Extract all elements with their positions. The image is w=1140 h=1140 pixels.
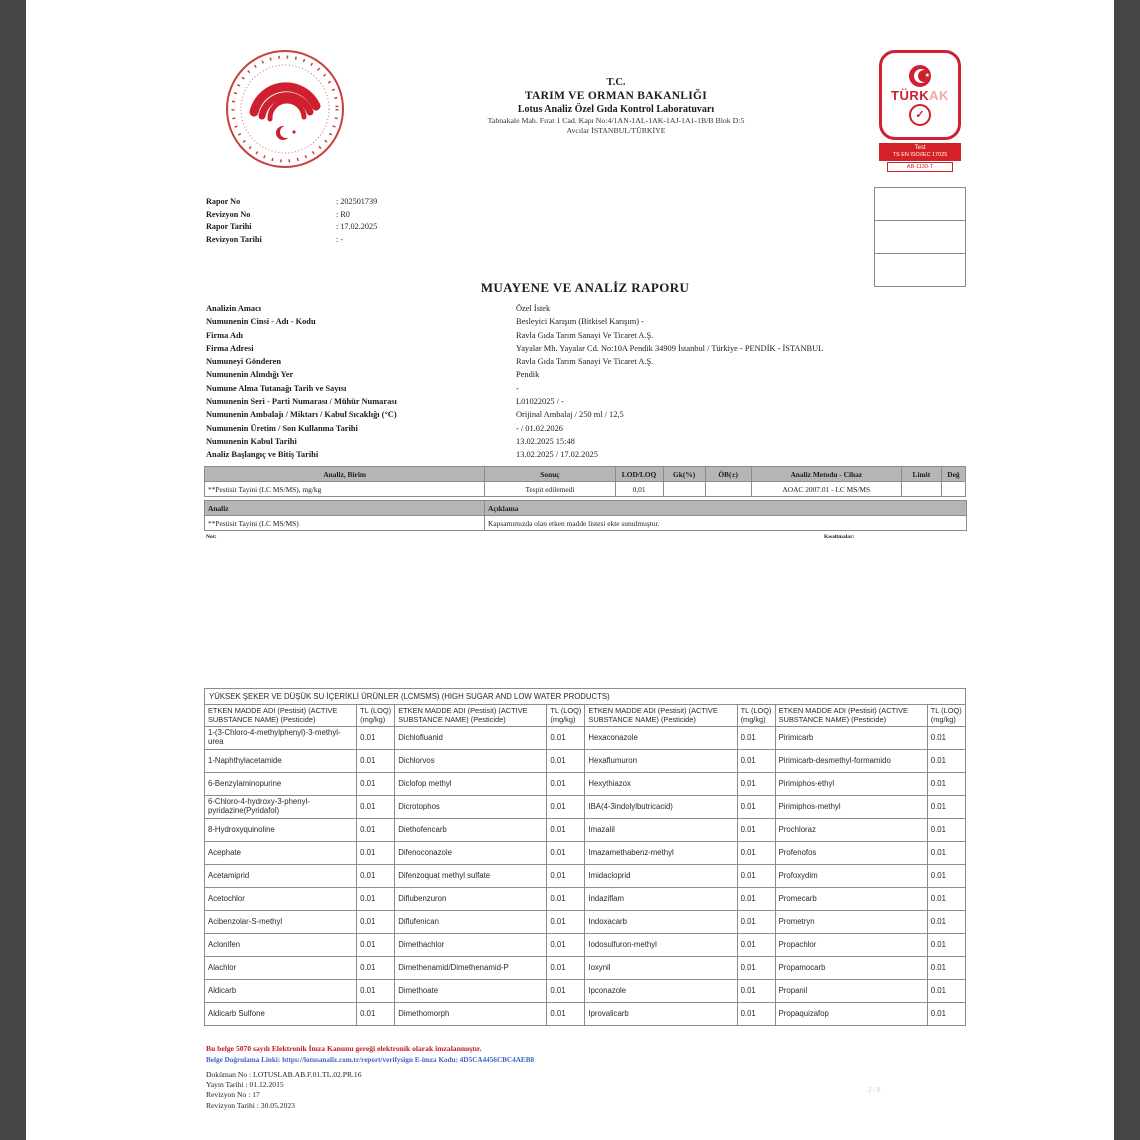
substance-name: 8-Hydroxyquinoline (205, 819, 357, 842)
report-meta-label: Revizyon Tarihi (206, 234, 262, 244)
field-row (206, 302, 966, 315)
substance-name: Prometryn (775, 911, 927, 934)
substance-name: Propamocarb (775, 957, 927, 980)
field-row (206, 315, 966, 328)
substance-name: Pirimiphos-ethyl (775, 773, 927, 796)
field-value: - (516, 383, 519, 393)
field-row (206, 395, 966, 408)
substance-name: 1-(3-Chloro-4-methylphenyl)-3-methyl-urea (205, 727, 357, 750)
substance-name: Iprovalicarb (585, 1003, 737, 1026)
substance-loq: 0.01 (737, 750, 775, 773)
substance-name: Dichlorvos (395, 750, 547, 773)
substance-name: IBA(4-3indolylbutricacid) (585, 796, 737, 819)
pesticide-row (205, 934, 966, 957)
results-data-row (205, 482, 966, 497)
letterhead (356, 76, 876, 135)
viewer-left-bar (0, 0, 26, 1140)
cell-exp-aciklama: Kapsamımızda olan etken madde listesi ekte sunulmuştur. (485, 516, 967, 531)
substance-name: Acetochlor (205, 888, 357, 911)
substance-loq: 0.01 (737, 865, 775, 888)
explanation-data-row (205, 516, 967, 531)
substance-loq: 0.01 (547, 957, 585, 980)
substance-name: Pirimiphos-methyl (775, 796, 927, 819)
substance-loq: 0.01 (357, 865, 395, 888)
report-meta-label: Revizyon No (206, 209, 251, 219)
substance-name: Ipconazole (585, 980, 737, 1003)
substance-name: Imazalil (585, 819, 737, 842)
document-control-label: Revizyon No (206, 1090, 247, 1100)
field-label: Numunenin Seri - Parti Numarası / Mühür Numarası (206, 397, 397, 407)
substance-loq: 0.01 (357, 842, 395, 865)
turkak-logo (879, 50, 961, 140)
report-meta-value: : R0 (336, 209, 350, 219)
report-meta-row (206, 196, 377, 209)
field-row (206, 422, 966, 435)
col-substance-2: ETKEN MADDE ADI (Pestisit) (ACTIVE SUBSTANCE NAME) (Pesticide) (395, 705, 547, 727)
col-analiz: Analiz (205, 501, 485, 516)
accreditation-boxes (874, 187, 966, 287)
turkak-wordmark (891, 88, 949, 103)
col-substance-1: ETKEN MADDE ADI (Pestisit) (ACTIVE SUBSTANCE NAME) (Pesticide) (205, 705, 357, 727)
pesticide-row (205, 1003, 966, 1026)
results-table (204, 466, 966, 497)
field-label: Numunenin Kabul Tarihi (206, 436, 297, 446)
accreditation-box (874, 187, 966, 221)
substance-loq: 0.01 (547, 1003, 585, 1026)
substance-loq: 0.01 (357, 727, 395, 750)
pesticide-table-title-row (205, 689, 966, 705)
pesticide-table-header-row (205, 705, 966, 727)
substance-loq: 0.01 (547, 796, 585, 819)
document-control-value: : 01.12.2015 (245, 1080, 284, 1090)
document-control-block (206, 1070, 362, 1111)
col-tl-3: TL (LOQ) (mg/kg) (737, 705, 775, 727)
substance-loq: 0.01 (737, 842, 775, 865)
turkak-banner-test: Test (914, 145, 926, 151)
substance-loq: 0.01 (737, 796, 775, 819)
pesticide-row (205, 842, 966, 865)
field-label: Numuneyi Gönderen (206, 357, 281, 367)
report-meta-value: : - (336, 234, 344, 244)
pesticide-row (205, 796, 966, 819)
col-deg: Değ (941, 467, 965, 482)
results-section (204, 466, 966, 531)
substance-loq: 0.01 (927, 934, 965, 957)
substance-name: Aldicarb Sulfone (205, 1003, 357, 1026)
substance-name: Diflubenzuron (395, 888, 547, 911)
substance-name: Propanil (775, 980, 927, 1003)
field-value: - / 01.02.2026 (516, 423, 563, 433)
col-tl-1: TL (LOQ) (mg/kg) (357, 705, 395, 727)
viewer-right-bar (1114, 0, 1140, 1140)
substance-loq: 0.01 (547, 819, 585, 842)
pesticide-row (205, 888, 966, 911)
field-row (206, 329, 966, 342)
substance-loq: 0.01 (547, 980, 585, 1003)
substance-name: Hexaconazole (585, 727, 737, 750)
substance-loq: 0.01 (927, 773, 965, 796)
substance-name: 6-Benzylaminopurine (205, 773, 357, 796)
substance-name: Aldicarb (205, 980, 357, 1003)
e-signature-note: Bu belge 5070 sayılı Elektronik İmza Kanunu gereği elektronik olarak imzalanmıştır. (206, 1044, 482, 1053)
substance-name: Difenoconazole (395, 842, 547, 865)
field-label: Analizin Amacı (206, 304, 262, 313)
document-control-label: Yayın Tarihi (206, 1080, 244, 1090)
cell-ob (705, 482, 751, 497)
document-control-label: Doküman No (206, 1070, 248, 1079)
substance-loq: 0.01 (357, 819, 395, 842)
substance-name: Prochloraz (775, 819, 927, 842)
substance-name: Propaquizafop (775, 1003, 927, 1026)
field-label: Analiz Başlangıç ve Bitiş Tarihi (206, 450, 319, 460)
report-meta-row (206, 234, 377, 247)
substance-name: Pirimicarb-desmethyl-formamido (775, 750, 927, 773)
verification-link[interactable]: Belge Doğrulama Linki: https://lotusanaliz.com.tr/report/verifysign E-imza Kodu: 4D5CA4456CBC4AEB8 (206, 1056, 535, 1064)
field-value: Ravla Gıda Tarım Sanayi Ve Ticaret A.Ş. (516, 357, 654, 367)
col-gk: Gk(%) (663, 467, 705, 482)
col-substance-4: ETKEN MADDE ADI (Pestisit) (ACTIVE SUBSTANCE NAME) (Pesticide) (775, 705, 927, 727)
report-meta-label: Rapor No (206, 197, 241, 206)
substance-name: Difenzoquat methyl sulfate (395, 865, 547, 888)
substance-name: Imidacloprid (585, 865, 737, 888)
substance-loq: 0.01 (737, 727, 775, 750)
notes-section (206, 534, 818, 542)
turkak-word-turk: TÜRK (891, 87, 930, 103)
report-meta-row (206, 209, 377, 222)
substance-name: Iodosulfuron-methyl (585, 934, 737, 957)
substance-loq: 0.01 (927, 980, 965, 1003)
substance-loq: 0.01 (547, 727, 585, 750)
substance-name: Alachlor (205, 957, 357, 980)
letterhead-ministry: TARIM VE ORMAN BAKANLIĞI (524, 90, 708, 103)
cell-lod-loq: 0,01 (615, 482, 663, 497)
abbreviations-title: Kısaltmalar: (824, 534, 855, 540)
letterhead-address-line1: Tabnakale Mah. Fırat 1 Cad. Kapı No:4/1AN-1AL-1AK-1AJ-1A1-1B/B Blok D:5 (487, 116, 745, 125)
turkak-word-ak: AK (929, 87, 949, 103)
substance-loq: 0.01 (927, 796, 965, 819)
substance-name: Indoxacarb (585, 911, 737, 934)
pesticide-row (205, 911, 966, 934)
substance-loq: 0.01 (357, 888, 395, 911)
field-label: Firma Adı (206, 330, 243, 340)
col-tl-2: TL (LOQ) (mg/kg) (547, 705, 585, 727)
ministry-emblem-icon (224, 48, 346, 170)
substance-name: Dimethenamid/Dimethenamid-P (395, 957, 547, 980)
field-row (206, 435, 966, 448)
substance-name: Dicrotophos (395, 796, 547, 819)
field-row (206, 368, 966, 381)
pesticide-row (205, 773, 966, 796)
document-control-row (206, 1090, 362, 1100)
substance-loq: 0.01 (547, 934, 585, 957)
field-row (206, 342, 966, 355)
substance-loq: 0.01 (737, 773, 775, 796)
field-value: Pendik (516, 370, 540, 380)
substance-loq: 0.01 (547, 865, 585, 888)
substance-loq: 0.01 (927, 957, 965, 980)
substance-loq: 0.01 (357, 750, 395, 773)
cell-limit (901, 482, 941, 497)
report-meta (206, 196, 377, 246)
substance-loq: 0.01 (737, 888, 775, 911)
substance-name: Propachlor (775, 934, 927, 957)
substance-name: Diclofop methyl (395, 773, 547, 796)
substance-name: Diflufenican (395, 911, 547, 934)
substance-name: 1-Naphthylacetamide (205, 750, 357, 773)
substance-loq: 0.01 (547, 773, 585, 796)
col-limit: Limit (901, 467, 941, 482)
field-value: 13.02.2025 / 17.02.2025 (516, 450, 598, 460)
field-label: Numunenin Cinsi - Adı - Kodu (206, 317, 316, 327)
pesticide-row (205, 750, 966, 773)
pesticide-row (205, 957, 966, 980)
substance-loq: 0.01 (357, 911, 395, 934)
report-page (26, 0, 1114, 1140)
substance-name: Acetamiprid (205, 865, 357, 888)
col-ob: ÖB(±) (705, 467, 751, 482)
field-row (206, 408, 966, 421)
substance-loq: 0.01 (357, 1003, 395, 1026)
document-control-label: Revizyon Tarihi (206, 1100, 255, 1110)
substance-loq: 0.01 (547, 888, 585, 911)
substance-loq: 0.01 (357, 980, 395, 1003)
col-metod: Analiz Metodu - Cihaz (751, 467, 901, 482)
substance-loq: 0.01 (927, 819, 965, 842)
checkmark-icon: ✓ (909, 104, 931, 126)
field-value: Orijinal Ambalaj / 250 ml / 12,5 (516, 410, 624, 420)
field-label: Numune Alma Tutanağı Tarih ve Sayısı (206, 383, 347, 393)
results-header-row (205, 467, 966, 482)
substance-name: Indaziflam (585, 888, 737, 911)
substance-loq: 0.01 (357, 934, 395, 957)
abbreviations-section (824, 534, 974, 542)
turkak-banner (879, 143, 961, 161)
col-tl-4: TL (LOQ) (mg/kg) (927, 705, 965, 727)
substance-name: Dimethomorph (395, 1003, 547, 1026)
page-number: 2 / 8 (868, 1086, 881, 1094)
report-meta-row (206, 221, 377, 234)
document-control-row (206, 1070, 362, 1080)
substance-name: Hexaflumuron (585, 750, 737, 773)
substance-name: Profoxydim (775, 865, 927, 888)
field-value: Özel İstek (516, 304, 551, 313)
col-analiz-birim: Analiz, Birim (205, 467, 485, 482)
substance-name: Pirimicarb (775, 727, 927, 750)
col-substance-3: ETKEN MADDE ADI (Pestisit) (ACTIVE SUBSTANCE NAME) (Pesticide) (585, 705, 737, 727)
substance-name: 6-Chloro-4-hydroxy-3-phenyl-pyridazine(Pyridafol) (205, 796, 357, 819)
pesticide-row (205, 819, 966, 842)
turkak-banner-standard: TS EN ISO/IEC 17025 (892, 152, 948, 158)
pesticide-row (205, 980, 966, 1003)
substance-name: Acephate (205, 842, 357, 865)
turkak-block (874, 50, 966, 287)
cell-exp-analiz: **Pestisit Tayini (LC MS/MS) (205, 516, 485, 531)
cell-metod: AOAC 2007.01 - LC MS/MS (751, 482, 901, 497)
substance-name: Aclonifen (205, 934, 357, 957)
substance-loq: 0.01 (927, 888, 965, 911)
document-control-row (206, 1101, 362, 1111)
col-sonuc: Sonuç (485, 467, 615, 482)
letterhead-tc: T.C. (606, 77, 626, 88)
substance-loq: 0.01 (357, 796, 395, 819)
substance-loq: 0.01 (737, 934, 775, 957)
col-aciklama: Açıklama (485, 501, 967, 516)
document-control-value: : 30.05.2023 (256, 1100, 295, 1110)
substance-loq: 0.01 (547, 911, 585, 934)
substance-loq: 0.01 (927, 911, 965, 934)
substance-name: Acibenzolar-S-methyl (205, 911, 357, 934)
letterhead-address-line2: Avcılar İSTANBUL/TÜRKİYE (566, 125, 666, 135)
substance-loq: 0.01 (927, 727, 965, 750)
cell-sonuc: Tespit edilemedi (485, 482, 615, 497)
field-value: Ravla Gıda Tarım Sanayi Ve Ticaret A.Ş. (516, 330, 654, 340)
field-label: Numunenin Alındığı Yer (206, 370, 294, 380)
substance-name: Promecarb (775, 888, 927, 911)
notes-title: Not: (206, 534, 217, 540)
field-value: Yayalar Mh. Yayalar Cd. No:10A Pendik 34909 İstanbul / Türkiye - PENDİK - İSTANBUL (516, 343, 824, 353)
pesticide-list-section (204, 688, 966, 1026)
turkak-accreditation-no: AB-1130-T (887, 162, 953, 172)
explanation-header-row (205, 501, 967, 516)
field-value: 13.02.2025 15:48 (516, 436, 575, 446)
substance-name: Dimethachlor (395, 934, 547, 957)
document-control-value: : LOTUSLAB.AB.F.01.TL.02.PR.16 (249, 1070, 362, 1079)
substance-name: Dimethoate (395, 980, 547, 1003)
letterhead-lab-name: Lotus Analiz Özel Gıda Kontrol Laboratuvarı (517, 103, 715, 115)
substance-loq: 0.01 (927, 865, 965, 888)
cell-analiz: **Pestisit Tayini (LC MS/MS), mg/kg (205, 482, 485, 497)
pesticide-table-title: YÜKSEK ŞEKER VE DÜŞÜK SU İÇERİKLİ ÜRÜNLER (LCMSMS) (HIGH SUGAR AND LOW WATER PRODUCTS) (205, 689, 966, 705)
field-value: Besleyici Karışım (Bitkisel Karışım) - (516, 317, 644, 327)
col-lod-loq: LOD/LOQ (615, 467, 663, 482)
substance-loq: 0.01 (547, 750, 585, 773)
document-control-row (206, 1080, 362, 1090)
field-row (206, 382, 966, 395)
field-label: Firma Adresi (206, 343, 254, 353)
substance-loq: 0.01 (737, 819, 775, 842)
sample-fields (206, 302, 966, 462)
substance-name: Diethofencarb (395, 819, 547, 842)
substance-loq: 0.01 (357, 773, 395, 796)
report-meta-label: Rapor Tarihi (206, 222, 252, 231)
substance-loq: 0.01 (547, 842, 585, 865)
report-meta-value: : 202501739 (336, 197, 378, 206)
cell-deg (941, 482, 965, 497)
accreditation-box (874, 220, 966, 254)
substance-loq: 0.01 (737, 911, 775, 934)
crescent-star-icon: ★ (909, 65, 931, 87)
substance-name: Dichlofluanid (395, 727, 547, 750)
substance-loq: 0.01 (357, 957, 395, 980)
field-row (206, 448, 966, 461)
report-meta-value: : 17.02.2025 (336, 222, 378, 231)
page-title: MUAYENE VE ANALİZ RAPORU (480, 280, 690, 295)
field-row (206, 355, 966, 368)
substance-name: Ioxynil (585, 957, 737, 980)
field-label: Numunenin Ambalajı / Miktarı / Kabul Sıcaklığı (°C) (206, 410, 397, 420)
substance-name: Imazamethabenz-methyl (585, 842, 737, 865)
substance-loq: 0.01 (927, 750, 965, 773)
substance-loq: 0.01 (927, 842, 965, 865)
field-label: Numunenin Üretim / Son Kullanma Tarihi (206, 423, 358, 433)
document-control-value: : 17 (248, 1090, 260, 1100)
substance-name: Hexythiazox (585, 773, 737, 796)
cell-gk (663, 482, 705, 497)
substance-loq: 0.01 (737, 1003, 775, 1026)
substance-loq: 0.01 (737, 980, 775, 1003)
substance-loq: 0.01 (927, 1003, 965, 1026)
field-value: L01022025 / - (516, 397, 564, 407)
pesticide-table (204, 688, 966, 1026)
explanation-table (204, 500, 967, 531)
substance-name: Profenofos (775, 842, 927, 865)
pesticide-row (205, 865, 966, 888)
substance-loq: 0.01 (737, 957, 775, 980)
pesticide-row (205, 727, 966, 750)
